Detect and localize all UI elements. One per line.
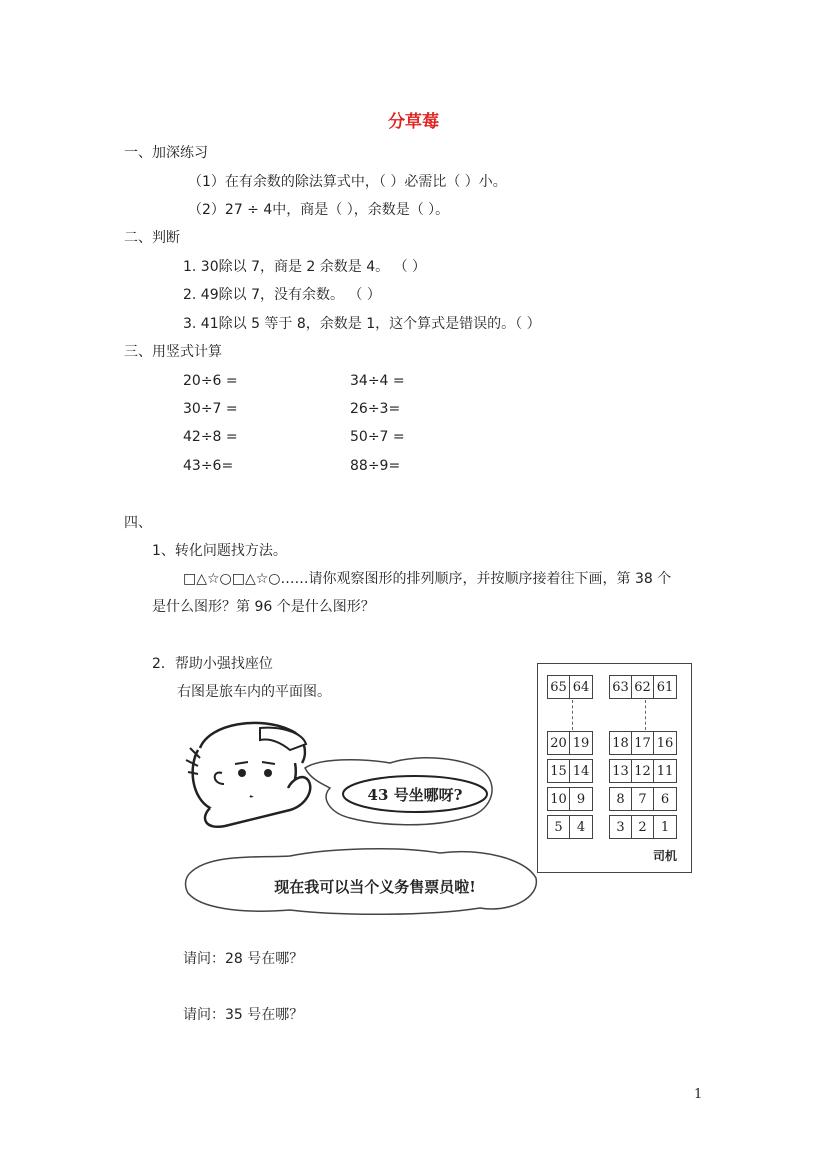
calc-left-2: 30÷7 = xyxy=(183,401,238,417)
page-number: 1 xyxy=(694,1087,703,1102)
calc-right-4: 88÷9= xyxy=(350,458,401,474)
seat-1: 1 xyxy=(660,819,670,835)
seat-row-1-left xyxy=(547,675,593,699)
s2-item-2: 2. 49除以 7，没有余数。 （ ） xyxy=(183,287,381,303)
seat-row-1-right xyxy=(609,675,677,699)
seat-11: 11 xyxy=(656,763,674,779)
aisle-dash-right xyxy=(645,700,646,730)
seat-16: 16 xyxy=(656,735,674,751)
seat-14: 14 xyxy=(572,763,590,779)
seat-12: 12 xyxy=(632,760,654,782)
seat-18: 18 xyxy=(610,732,632,754)
ask-35: 请问：35 号在哪？ xyxy=(183,1007,304,1023)
q2-title: 2．帮助小强找座位 xyxy=(152,656,273,672)
ask-28: 请问：28 号在哪？ xyxy=(183,951,304,967)
cartoon-boy-illustration xyxy=(180,718,540,918)
calc-left-4: 43÷6= xyxy=(183,458,234,474)
seat-2: 2 xyxy=(632,816,654,838)
seat-62: 62 xyxy=(632,676,654,698)
seat-8: 8 xyxy=(610,788,632,810)
seat-row-2-right xyxy=(609,731,677,755)
s2-item-1: 1. 30除以 7，商是 2 余数是 4。 （ ） xyxy=(183,259,427,275)
section-2-heading: 二、判断 xyxy=(124,230,180,246)
bus-seat-map xyxy=(537,663,692,873)
calc-right-3: 50÷7 = xyxy=(350,429,405,445)
seat-4: 4 xyxy=(576,819,586,835)
seat-20: 20 xyxy=(548,732,570,754)
calc-left-3: 42÷8 = xyxy=(183,429,238,445)
q2-desc: 右图是旅车内的平面图。 xyxy=(177,684,331,700)
seat-6: 6 xyxy=(660,791,670,807)
seat-65: 65 xyxy=(548,676,570,698)
q1-line-1: □△☆○□△☆○……请你观察图形的排列顺序，并按顺序接着往下画，第 38 个 xyxy=(183,571,672,587)
s2-item-3: 3. 41除以 5 等于 8，余数是 1，这个算式是错误的。（ ） xyxy=(183,316,541,332)
calc-right-2: 26÷3= xyxy=(350,401,401,417)
aisle-dash-left xyxy=(572,700,573,730)
page-title: 分草莓 xyxy=(388,112,439,132)
bubble-1-text: 43 号坐哪呀? xyxy=(367,786,463,804)
driver-label: 司机 xyxy=(652,849,677,863)
seat-64: 64 xyxy=(572,679,590,695)
seat-19: 19 xyxy=(572,735,590,751)
seat-row-3-left xyxy=(547,759,593,783)
seat-13: 13 xyxy=(610,760,632,782)
seat-5: 5 xyxy=(548,816,570,838)
seat-7: 7 xyxy=(632,788,654,810)
q1-line-2: 是什么图形？第 96 个是什么图形？ xyxy=(152,599,375,615)
q1-title: 1、转化问题找方法。 xyxy=(152,543,287,559)
seat-row-2-left xyxy=(547,731,593,755)
seat-row-4-right xyxy=(609,787,677,811)
bubble-2-text: 现在我可以当个义务售票员啦! xyxy=(274,878,476,896)
section-1-heading: 一、加深练习 xyxy=(124,145,208,161)
section-3-heading: 三、用竖式计算 xyxy=(124,344,222,360)
section-4-heading: 四、 xyxy=(124,515,152,531)
seat-9: 9 xyxy=(576,791,586,807)
seat-row-4-left xyxy=(547,787,593,811)
seat-3: 3 xyxy=(610,816,632,838)
seat-61: 61 xyxy=(656,679,674,695)
seat-10: 10 xyxy=(548,788,570,810)
s1-item-1: （1）在有余数的除法算式中，（ ）必需比（ ）小。 xyxy=(188,174,507,190)
calc-right-1: 34÷4 = xyxy=(350,373,405,389)
seat-row-5-left xyxy=(547,815,593,839)
seat-63: 63 xyxy=(610,676,632,698)
seat-17: 17 xyxy=(632,732,654,754)
seat-row-3-right xyxy=(609,759,677,783)
calc-left-1: 20÷6 = xyxy=(183,373,238,389)
seat-15: 15 xyxy=(548,760,570,782)
seat-row-5-right xyxy=(609,815,677,839)
s1-item-2: （2）27 ÷ 4中，商是（ ），余数是（ ）。 xyxy=(188,202,450,218)
